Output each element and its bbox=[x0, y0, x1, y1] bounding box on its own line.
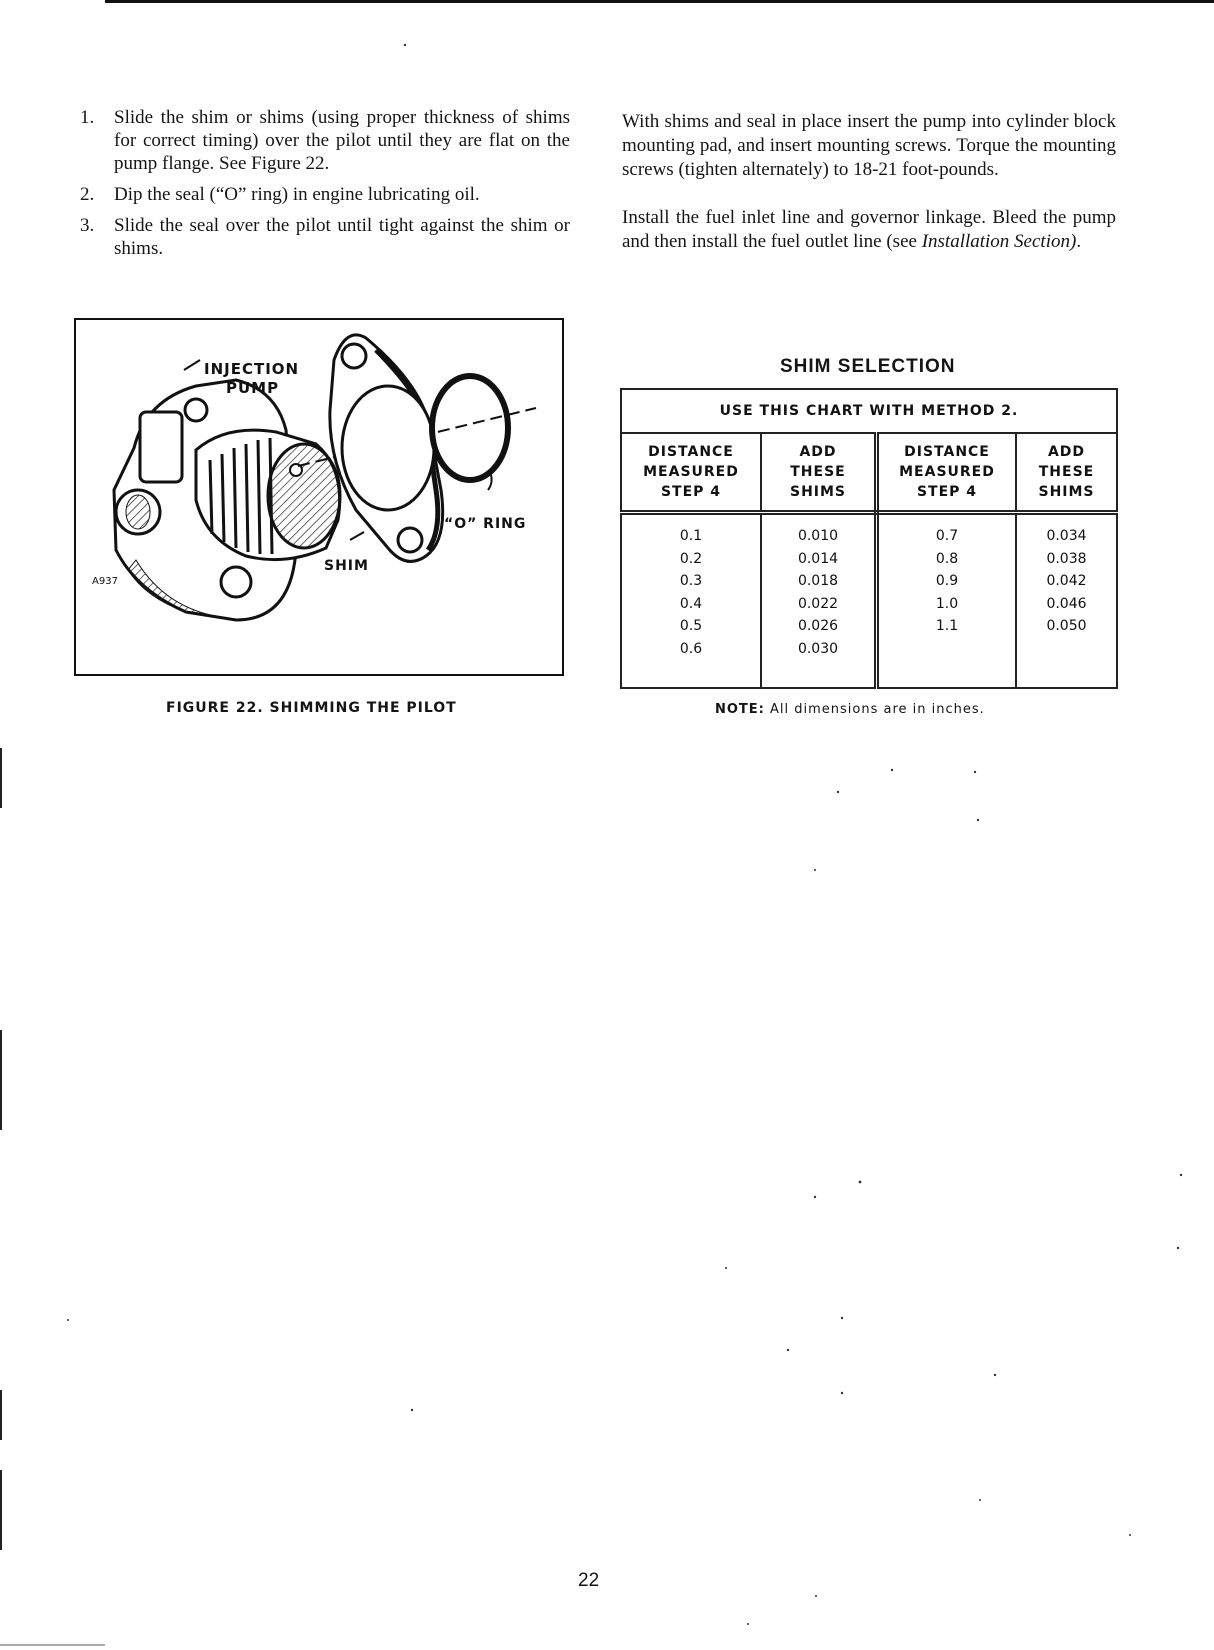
table-cell: 1.0 bbox=[935, 595, 959, 612]
header-line: MEASURED bbox=[899, 464, 995, 480]
step-text: Slide the seal over the pilot until tight against the shim or shims. bbox=[114, 215, 570, 259]
step-number: 3. bbox=[80, 215, 95, 236]
figure-caption: FIGURE 22. SHIMMING THE PILOT bbox=[166, 700, 457, 716]
header-line: ADD bbox=[1047, 444, 1086, 460]
table-cell: 0.010 bbox=[797, 528, 839, 544]
note-label: NOTE: bbox=[715, 702, 765, 717]
injection-label: INJECTION bbox=[204, 360, 300, 378]
header-line: SHIMS bbox=[1038, 484, 1095, 500]
shim-label: SHIM bbox=[324, 558, 369, 574]
table-cell: 0.034 bbox=[1046, 528, 1087, 544]
linkage-text: Install the fuel inlet line and governor linkage. Bleed the pump and then install the fuel outlet line (see bbox=[622, 207, 1116, 252]
page-number: 22 bbox=[578, 1570, 600, 1591]
table-cell: 0.2 bbox=[679, 550, 703, 567]
table-cell: 0.1 bbox=[679, 528, 703, 544]
pump-label: PUMP bbox=[226, 379, 280, 397]
table-cell: 0.022 bbox=[797, 595, 839, 612]
linkage-text-end: . bbox=[1076, 231, 1082, 252]
step-text: Dip the seal (“O” ring) in engine lubricating oil. bbox=[114, 184, 480, 205]
table-cell: 0.018 bbox=[797, 573, 839, 589]
table-cell: 0.9 bbox=[935, 573, 959, 589]
table-cell: 0.046 bbox=[1046, 595, 1087, 612]
header-line: ADD bbox=[799, 444, 837, 460]
table-caption: USE THIS CHART WITH METHOD 2. bbox=[621, 389, 1117, 433]
table-cell: 0.7 bbox=[935, 528, 959, 544]
step-number: 1. bbox=[80, 107, 95, 128]
table-cell: 1.1 bbox=[935, 618, 959, 634]
header-line: THESE bbox=[790, 464, 846, 480]
table-cell: 0.5 bbox=[679, 618, 703, 634]
step-number: 2. bbox=[80, 184, 95, 205]
table-cell: 0.6 bbox=[679, 640, 703, 657]
table-cell: 0.4 bbox=[679, 595, 703, 612]
table-cell: 0.8 bbox=[935, 550, 959, 567]
mounting-paragraph: With shims and seal in place insert the pump into cylinder block mounting pad, and insert mounting screws. Torque the mounting screws (tighten alternately) to 18-21 foot-pounds. bbox=[622, 111, 1116, 180]
o-ring-label: “O” RING bbox=[444, 516, 527, 532]
figure-code-label: A937 bbox=[92, 576, 118, 587]
table-cell: 0.014 bbox=[797, 550, 839, 567]
note-text: All dimensions are in inches. bbox=[764, 702, 985, 717]
step-text: Slide the shim or shims (using proper thickness of shims for correct timing) over the pilot until they are flat on the pump flange. See Figure 22. bbox=[114, 107, 570, 174]
table-cell: 0.3 bbox=[679, 573, 703, 589]
header-line: MEASURED bbox=[643, 464, 739, 480]
header-line: THESE bbox=[1038, 464, 1095, 480]
header-line: DISTANCE bbox=[648, 444, 734, 460]
table-cell: 0.050 bbox=[1046, 618, 1087, 634]
header-line: SHIMS bbox=[789, 484, 847, 500]
header-line: STEP 4 bbox=[916, 484, 978, 500]
table-cell: 0.038 bbox=[1046, 550, 1087, 567]
installation-section-ref: Installation Section) bbox=[921, 231, 1077, 252]
header-line: DISTANCE bbox=[904, 444, 990, 460]
table-cell: 0.026 bbox=[797, 618, 839, 634]
header-line: STEP 4 bbox=[660, 484, 722, 500]
table-cell: 0.030 bbox=[797, 640, 839, 657]
shim-selection-title: SHIM SELECTION bbox=[780, 356, 956, 377]
table-cell: 0.042 bbox=[1046, 573, 1087, 589]
